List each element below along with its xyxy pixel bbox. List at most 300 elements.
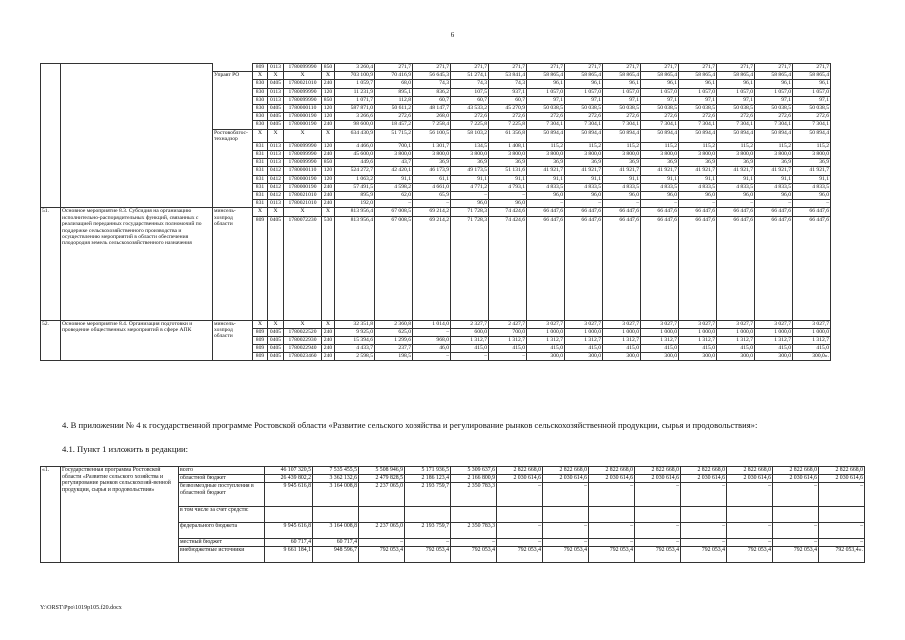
table-cell: 96,0: [603, 191, 641, 199]
table-cell: 50 894,4: [527, 129, 565, 142]
table-cell: 68,0: [375, 80, 413, 88]
table-cell: 1 000,0: [679, 328, 717, 336]
table-cell: 3 800,0: [413, 151, 451, 159]
table-cell: 271,7: [755, 64, 793, 72]
table-cell: 58 865,4: [565, 72, 603, 80]
table-cell: 50 611,2: [375, 104, 413, 112]
table-cell: 237,7: [375, 345, 413, 353]
table-cell: 271,7: [527, 64, 565, 72]
table-cell: 830: [253, 80, 268, 88]
table-cell: 96,0: [641, 191, 679, 199]
table-cell: [359, 507, 405, 523]
table-cell: –: [773, 539, 819, 547]
table-cell: 1780000190: [284, 175, 322, 183]
table-cell: 66 447,6: [565, 216, 603, 320]
table-cell: 1 057,0: [717, 88, 755, 96]
table-cell: 66 447,6: [603, 208, 641, 216]
table-cell: 272,6: [793, 113, 831, 121]
table-cell: 415,0: [451, 345, 489, 353]
table-cell: 2 327,7: [451, 320, 489, 328]
table-cell: 50 038,5: [679, 104, 717, 112]
table-cell: 3 260,4: [335, 64, 375, 72]
table-cell: 15 394,6: [335, 336, 375, 344]
table-cell: 240: [322, 200, 335, 208]
table-cell: 4 661,0: [413, 183, 451, 191]
table-cell: 3 027,7: [565, 320, 603, 328]
table-cell: 60 717,4: [265, 539, 313, 547]
table-cell: 96,1: [793, 80, 831, 88]
table-cell: 74 424,6: [489, 208, 527, 216]
table-cell: 58 865,4: [793, 72, 831, 80]
table-cell: 271,7: [641, 64, 679, 72]
table-cell: –: [451, 353, 489, 361]
table-cell: 49 173,5: [451, 167, 489, 175]
table-cell: 2 166 800,9: [451, 475, 497, 483]
table-cell: 415,0: [603, 345, 641, 353]
table-cell: 2 822 668,0: [497, 467, 543, 475]
table-cell: 1780000190: [284, 121, 322, 129]
table-cell: X: [253, 320, 268, 328]
table-cell: 41 921,7: [755, 167, 793, 175]
table-cell: 96,1: [565, 80, 603, 88]
table-cell: 415,0: [755, 345, 793, 353]
table-cell: 71 728,3: [451, 216, 489, 320]
table-cell: 1780023460: [284, 353, 322, 361]
table-cell: 7 258,4: [413, 121, 451, 129]
table-cell: 53 841,4: [489, 72, 527, 80]
table-cell: 1 312,7: [793, 336, 831, 344]
table-cell: 50 038,5: [527, 104, 565, 112]
table-cell: 66 447,6: [717, 208, 755, 216]
table-cell: 4 833,5: [603, 183, 641, 191]
table-cell: [681, 507, 727, 523]
table-cell: 91,1: [679, 175, 717, 183]
table-cell: 96,1: [641, 80, 679, 88]
table-cell: 272,6: [603, 113, 641, 121]
table-cell: 46 107 320,5: [265, 467, 313, 475]
table-cell: 97,1: [755, 96, 793, 104]
table-cell: 3 027,7: [641, 320, 679, 328]
table-cell: 18 457,2: [375, 121, 413, 129]
table-cell: 66 447,6: [793, 208, 831, 216]
table-cell: –: [727, 523, 773, 539]
table-cell: 272,6: [755, 113, 793, 121]
table-cell: 115,2: [527, 142, 565, 150]
executor-cell: Управт РО: [213, 72, 253, 80]
executor-cell: минсель-хозпрод области: [213, 320, 253, 361]
table-cell: 792 053,4: [727, 547, 773, 563]
table-cell: –: [635, 523, 681, 539]
table-cell: 272,6: [527, 113, 565, 121]
table-cell: [543, 507, 589, 523]
table-cell: 809: [253, 353, 268, 361]
table-cell: 97,1: [717, 96, 755, 104]
table-cell: 1 312,7: [641, 336, 679, 344]
table-cell: 1780099990: [284, 142, 322, 150]
table-cell: –: [489, 353, 527, 361]
table-cell: 809: [253, 328, 268, 336]
table-cell: 96,1: [679, 80, 717, 88]
table-cell: –: [641, 200, 679, 208]
table-cell: 3 800,0: [679, 151, 717, 159]
table-cell: 831: [253, 183, 268, 191]
table-cell: 240: [322, 80, 335, 88]
table-cell: 4 833,5: [679, 183, 717, 191]
table-cell: –: [565, 200, 603, 208]
table-cell: [313, 507, 359, 523]
table-cell: 3 800,0: [755, 151, 793, 159]
table-cell: 58 865,4: [641, 72, 679, 80]
executor-cell: Ростовоблгос-технадзор: [213, 129, 253, 142]
table-cell: 4 793,1: [489, 183, 527, 191]
table-cell: 43,7: [375, 159, 413, 167]
table-cell: 4 833,5: [793, 183, 831, 191]
table-cell: 3 800,0: [451, 151, 489, 159]
table-cell: 2 030 614,6: [589, 475, 635, 483]
table-cell: 1780021010: [284, 80, 322, 88]
table-cell: 115,2: [793, 142, 831, 150]
table-cell: 36,9: [489, 159, 527, 167]
table-cell: 809: [253, 336, 268, 344]
table-cell: 2 360,8: [375, 320, 413, 328]
table-cell: 41 921,7: [641, 167, 679, 175]
table-cell: 9 945 616,8: [265, 523, 313, 539]
table-cell: 2 822 668,0: [727, 467, 773, 475]
table-cell: 1780000190: [284, 183, 322, 191]
table-cell: 91,1: [641, 175, 679, 183]
table-cell: –: [603, 200, 641, 208]
table-cell: 41 921,7: [793, 167, 831, 175]
table-cell: 1 057,0: [679, 88, 717, 96]
table-cell: 60,7: [489, 96, 527, 104]
table-cell: 792 053,4».: [819, 547, 865, 563]
table-cell: 36,9: [679, 159, 717, 167]
table-cell: 850: [322, 96, 335, 104]
table-cell: 74,3: [451, 80, 489, 88]
table-cell: 300,0: [603, 353, 641, 361]
table-cell: 45 600,0: [335, 151, 375, 159]
table-cell: 96,0: [755, 191, 793, 199]
table-cell: 0113: [268, 142, 284, 150]
table-cell: 58 865,4: [603, 72, 641, 80]
table-cell: 792 053,4: [589, 547, 635, 563]
table-cell: X: [268, 208, 284, 216]
table-cell: 1 312,7: [489, 336, 527, 344]
table-cell: 3 800,0: [641, 151, 679, 159]
table-cell: 271,7: [603, 64, 641, 72]
executor-cell: [213, 88, 253, 96]
table-cell: 1 057,0: [565, 88, 603, 96]
table-cell: 36,9: [451, 159, 489, 167]
table-cell: 3 027,7: [527, 320, 565, 328]
table-cell: 0405: [268, 353, 284, 361]
table-cell: 91,1: [489, 175, 527, 183]
table-cell: 5 309 637,6: [451, 467, 497, 475]
table-cell: 58 865,4: [527, 72, 565, 80]
executor-cell: [213, 151, 253, 159]
table-cell: 415,0: [489, 345, 527, 353]
table-cell: 56 100,5: [413, 129, 451, 142]
table-cell: 1780022930: [284, 336, 322, 344]
table-cell: 96,0: [451, 200, 489, 208]
table-cell: 120: [322, 113, 335, 121]
table-cell: 1780099990: [284, 88, 322, 96]
table-cell: 271,7: [413, 64, 451, 72]
table-cell: 50 894,4: [679, 129, 717, 142]
table-cell: –: [497, 483, 543, 507]
table-cell: 67 008,5: [375, 208, 413, 216]
table-cell: 96,0: [489, 200, 527, 208]
table-cell: 57 491,5: [335, 183, 375, 191]
table-cell: 895,1: [375, 88, 413, 96]
table-cell: 9 661 184,1: [265, 547, 313, 563]
table-cell: 2 237 065,0: [359, 483, 405, 507]
table-cell: 67 008,5: [375, 216, 413, 320]
table-cell: –: [375, 200, 413, 208]
measure-title-cell: [61, 64, 213, 208]
table-cell: 831: [253, 142, 268, 150]
table-cell: –: [497, 523, 543, 539]
table-cell: 1780072230: [284, 216, 322, 320]
table-cell: 7 304,1: [641, 121, 679, 129]
table-cell: –: [773, 483, 819, 507]
table-cell: 4 771,2: [451, 183, 489, 191]
table-cell: –: [413, 328, 451, 336]
table-cell: 1 014,0: [413, 320, 451, 328]
table-cell: –: [497, 539, 543, 547]
table-cell: 66 447,6: [641, 216, 679, 320]
table-cell: [451, 507, 497, 523]
table-cell: 831: [253, 151, 268, 159]
page-number: 6: [450, 31, 455, 39]
table-cell: 240: [322, 151, 335, 159]
table-cell: 1 057,0: [793, 88, 831, 96]
table-cell: 66 447,6: [527, 216, 565, 320]
table-cell: 3 800,0: [717, 151, 755, 159]
table-cell: 58 103,2: [451, 129, 489, 142]
table-cell: 1 408,1: [489, 142, 527, 150]
table-cell: 3 164 008,8: [313, 523, 359, 539]
table-cell: 272,6: [375, 113, 413, 121]
table-cell: 271,7: [451, 64, 489, 72]
table-cell: –: [819, 483, 865, 507]
table-cell: 66 447,6: [565, 208, 603, 216]
table-cell: 1 301,7: [413, 142, 451, 150]
table-cell: 0113: [268, 159, 284, 167]
table-cell: 1 000,0: [755, 328, 793, 336]
table-cell: 703 100,9: [335, 72, 375, 80]
table-cell: 1 057,0: [755, 88, 793, 96]
funding-source-cell: местный бюджет: [179, 539, 265, 547]
table-cell: 4 598,2: [375, 183, 413, 191]
table-cell: 2 350 783,3: [451, 523, 497, 539]
table-cell: 41 921,7: [565, 167, 603, 175]
table-cell: 300,0: [717, 353, 755, 361]
table-cell: 415,0: [793, 345, 831, 353]
table-cell: 2 193 759,7: [405, 483, 451, 507]
table-cell: [727, 507, 773, 523]
table-cell: 58 865,4: [755, 72, 793, 80]
executor-cell: [213, 121, 253, 129]
table-cell: 0405: [268, 345, 284, 353]
table-cell: X: [268, 320, 284, 328]
table-cell: 65,9: [413, 191, 451, 199]
table-cell: 50 038,5: [755, 104, 793, 112]
table-cell: [635, 507, 681, 523]
program-title-cell: Государственная программа Ростовской области «Развитие сельского хозяйства и регулирование рынков сельскохозяй-венной продукции, сырья и продовольствия»: [61, 467, 179, 563]
table-cell: 830: [253, 113, 268, 121]
table-cell: 42 420,1: [375, 167, 413, 175]
table-cell: 3 800,0: [793, 151, 831, 159]
table-cell: 97,1: [641, 96, 679, 104]
table-cell: X: [268, 72, 284, 80]
table-cell: 524 272,7: [335, 167, 375, 175]
table-cell: 91,1: [451, 175, 489, 183]
funding-source-cell: безвозмездные поступления в областной бюджет: [179, 483, 265, 507]
row-number-cell: 51.: [41, 208, 61, 320]
table-cell: 0412: [268, 175, 284, 183]
table-cell: 830: [253, 88, 268, 96]
table-cell: 1 312,7: [755, 336, 793, 344]
table-cell: 74 424,6: [489, 216, 527, 320]
table-cell: 120: [322, 167, 335, 175]
table-cell: 1 000,0: [793, 328, 831, 336]
table-cell: 50 038,5: [565, 104, 603, 112]
table-row: [41, 64, 869, 72]
executor-cell: [213, 64, 253, 72]
paragraph-appendix-4: 4. В приложении № 4 к государственной программе Ростовской области «Развитие сельского хозяйства и регулирование рынков сельскохозяйственной продукции, сырья и продовольствия»:: [62, 420, 758, 430]
table-cell: 272,6: [641, 113, 679, 121]
table-cell: 1 312,7: [527, 336, 565, 344]
table-cell: 271,7: [565, 64, 603, 72]
table-cell: 9 945 616,8: [265, 483, 313, 507]
table-cell: 26 439 802,2: [265, 475, 313, 483]
table-cell: 66 447,6: [717, 216, 755, 320]
table-cell: 7 225,8: [451, 121, 489, 129]
table-cell: 69 214,2: [413, 208, 451, 216]
table-cell: 0113: [268, 151, 284, 159]
table-cell: 46,0: [413, 345, 451, 353]
table-cell: –: [489, 191, 527, 199]
table-cell: 5 171 936,5: [405, 467, 451, 475]
table-cell: 1 312,7: [679, 336, 717, 344]
table-cell: 50 894,4: [603, 129, 641, 142]
table-cell: 96,1: [527, 80, 565, 88]
table-cell: 240: [322, 336, 335, 344]
executor-cell: [213, 142, 253, 150]
table-cell: 415,0: [717, 345, 755, 353]
table-cell: 66 447,6: [679, 216, 717, 320]
executor-cell: [213, 167, 253, 175]
table-cell: 71 728,3: [451, 208, 489, 216]
table-cell: 96,1: [717, 80, 755, 88]
table-cell: –: [451, 191, 489, 199]
table-cell: 36,9: [641, 159, 679, 167]
table-cell: 1 059,7: [335, 80, 375, 88]
table-cell: 2 598,5: [335, 353, 375, 361]
table-cell: 2 193 759,7: [405, 523, 451, 539]
table-cell: 271,7: [679, 64, 717, 72]
table-cell: 968,0: [413, 336, 451, 344]
table-cell: 895,9: [335, 191, 375, 199]
table-cell: 115,2: [755, 142, 793, 150]
table-cell: 4 833,5: [527, 183, 565, 191]
table-cell: 91,1: [527, 175, 565, 183]
table-cell: 1 000,0: [641, 328, 679, 336]
table-cell: –: [527, 200, 565, 208]
table-cell: 36,9: [755, 159, 793, 167]
table-cell: 600,0: [451, 328, 489, 336]
table-cell: 3 027,7: [717, 320, 755, 328]
table-cell: 0405: [268, 216, 284, 320]
table-cell: 51 131,6: [489, 167, 527, 175]
table-cell: 48 147,7: [413, 104, 451, 112]
table-cell: 96,1: [755, 80, 793, 88]
table-cell: X: [268, 129, 284, 142]
table-cell: 7 304,1: [717, 121, 755, 129]
table-cell: 112,8: [375, 96, 413, 104]
table-cell: 115,2: [717, 142, 755, 150]
table-cell: –: [773, 523, 819, 539]
table-cell: 415,0: [641, 345, 679, 353]
table-cell: 240: [322, 121, 335, 129]
table-cell: 7 225,8: [489, 121, 527, 129]
program-budget-table: [40, 63, 869, 361]
table-cell: 66 447,6: [679, 208, 717, 216]
table-cell: 0405: [268, 113, 284, 121]
table-cell: 50 038,5: [717, 104, 755, 112]
table-cell: 240: [322, 191, 335, 199]
table-cell: 1 312,7: [565, 336, 603, 344]
table-cell: 3 027,7: [679, 320, 717, 328]
executor-cell: [213, 183, 253, 191]
table-cell: 4 833,5: [565, 183, 603, 191]
table-cell: 0405: [268, 80, 284, 88]
table-cell: 240: [322, 328, 335, 336]
table-cell: 97,1: [679, 96, 717, 104]
funding-source-cell: внебюджетные источники: [179, 547, 265, 563]
table-cell: 240: [322, 345, 335, 353]
table-cell: 120: [322, 175, 335, 183]
table-cell: 58 865,4: [717, 72, 755, 80]
table-cell: 96,0: [679, 191, 717, 199]
executor-cell: [213, 96, 253, 104]
table-cell: –: [589, 539, 635, 547]
table-cell: 36,9: [717, 159, 755, 167]
table-cell: –: [543, 539, 589, 547]
table-cell: 1780099990: [284, 96, 322, 104]
table-cell: 36,9: [603, 159, 641, 167]
table-cell: 50 894,4: [717, 129, 755, 142]
table-cell: –: [543, 523, 589, 539]
table-cell: 625,0: [375, 328, 413, 336]
table-cell: 3 800,0: [375, 151, 413, 159]
table-cell: 300,0: [641, 353, 679, 361]
table-cell: 240: [322, 353, 335, 361]
table-cell: 192,0: [335, 200, 375, 208]
table-cell: 300,0: [755, 353, 793, 361]
table-cell: –: [451, 539, 497, 547]
table-cell: 240: [322, 183, 335, 191]
table-cell: 831: [253, 191, 268, 199]
table-cell: 813 956,4: [335, 216, 375, 320]
table-cell: 97,1: [793, 96, 831, 104]
table-cell: 2 030 614,6: [635, 475, 681, 483]
executor-cell: [213, 104, 253, 112]
table-cell: 271,7: [793, 64, 831, 72]
table-cell: 60,7: [451, 96, 489, 104]
table-cell: 3 027,7: [755, 320, 793, 328]
